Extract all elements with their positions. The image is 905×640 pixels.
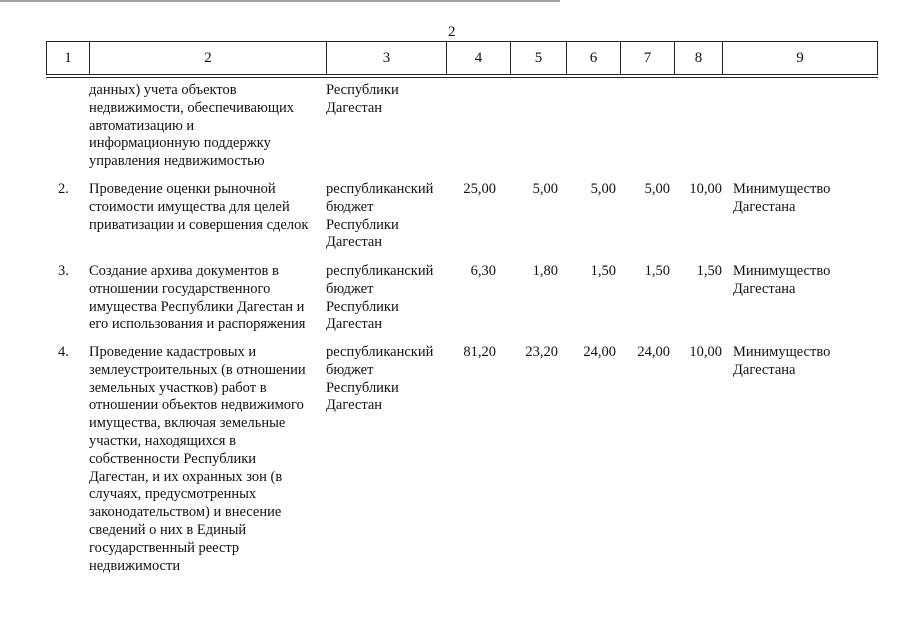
row-responsible: Минимущество Дагестана: [733, 181, 831, 215]
header-col-4: 4: [446, 42, 510, 74]
table-header: [46, 41, 878, 75]
header-double-rule: [46, 77, 878, 78]
row-number: 3.: [58, 263, 69, 279]
header-col-5: 5: [510, 42, 566, 74]
header-col-1: 1: [46, 42, 89, 74]
row-total: 6,30: [470, 263, 496, 279]
row-year-4: 10,00: [689, 344, 722, 360]
row-year-2: 1,50: [590, 263, 616, 279]
row-year-3: 1,50: [644, 263, 670, 279]
row-name: Проведение кадастровых и землеустроительных (в отношении земельных участков) работ в отношении объектов недвижимого имущества, включая земельные участки, находящихся в собственности Республики Дагестан, и их охранных зон (в случаях, предусмотренных законодательством) и внесение сведений о них в Единый государственный реестр недвижимости: [89, 344, 306, 574]
header-col-8: 8: [674, 42, 722, 74]
row-source: республиканский бюджет Республики Дагестан: [326, 181, 434, 251]
row-year-2: 24,00: [583, 344, 616, 360]
row-source: Республики Дагестан: [326, 82, 399, 116]
row-number: 2.: [58, 181, 69, 197]
row-year-1: 5,00: [532, 181, 558, 197]
row-total: 25,00: [463, 181, 496, 197]
row-name: Проведение оценки рыночной стоимости имущества для целей приватизации и совершения сделок: [89, 181, 309, 233]
row-year-4: 10,00: [689, 181, 722, 197]
row-year-1: 23,20: [525, 344, 558, 360]
row-year-3: 24,00: [637, 344, 670, 360]
header-col-6: 6: [566, 42, 620, 74]
row-responsible: Минимущество Дагестана: [733, 263, 831, 297]
row-number: 4.: [58, 344, 69, 360]
header-col-7: 7: [620, 42, 674, 74]
row-year-2: 5,00: [590, 181, 616, 197]
row-name: данных) учета объектов недвижимости, обеспечивающих автоматизацию и информационную поддержку управления недвижимостью: [89, 82, 294, 170]
row-year-1: 1,80: [532, 263, 558, 279]
header-col-9: 9: [722, 42, 878, 74]
scan-edge-line: [0, 0, 905, 2]
row-total: 81,20: [463, 344, 496, 360]
row-source: республиканский бюджет Республики Дагестан: [326, 263, 434, 333]
row-source: республиканский бюджет Республики Дагестан: [326, 344, 434, 414]
row-responsible: Минимущество Дагестана: [733, 344, 831, 378]
row-name: Создание архива документов в отношении государственного имущества Республики Дагестан и его использования и распоряжения: [89, 263, 306, 333]
header-col-3: 3: [326, 42, 446, 74]
page-number: 2: [448, 24, 456, 40]
row-year-3: 5,00: [644, 181, 670, 197]
row-year-4: 1,50: [696, 263, 722, 279]
header-col-2: 2: [89, 42, 326, 74]
